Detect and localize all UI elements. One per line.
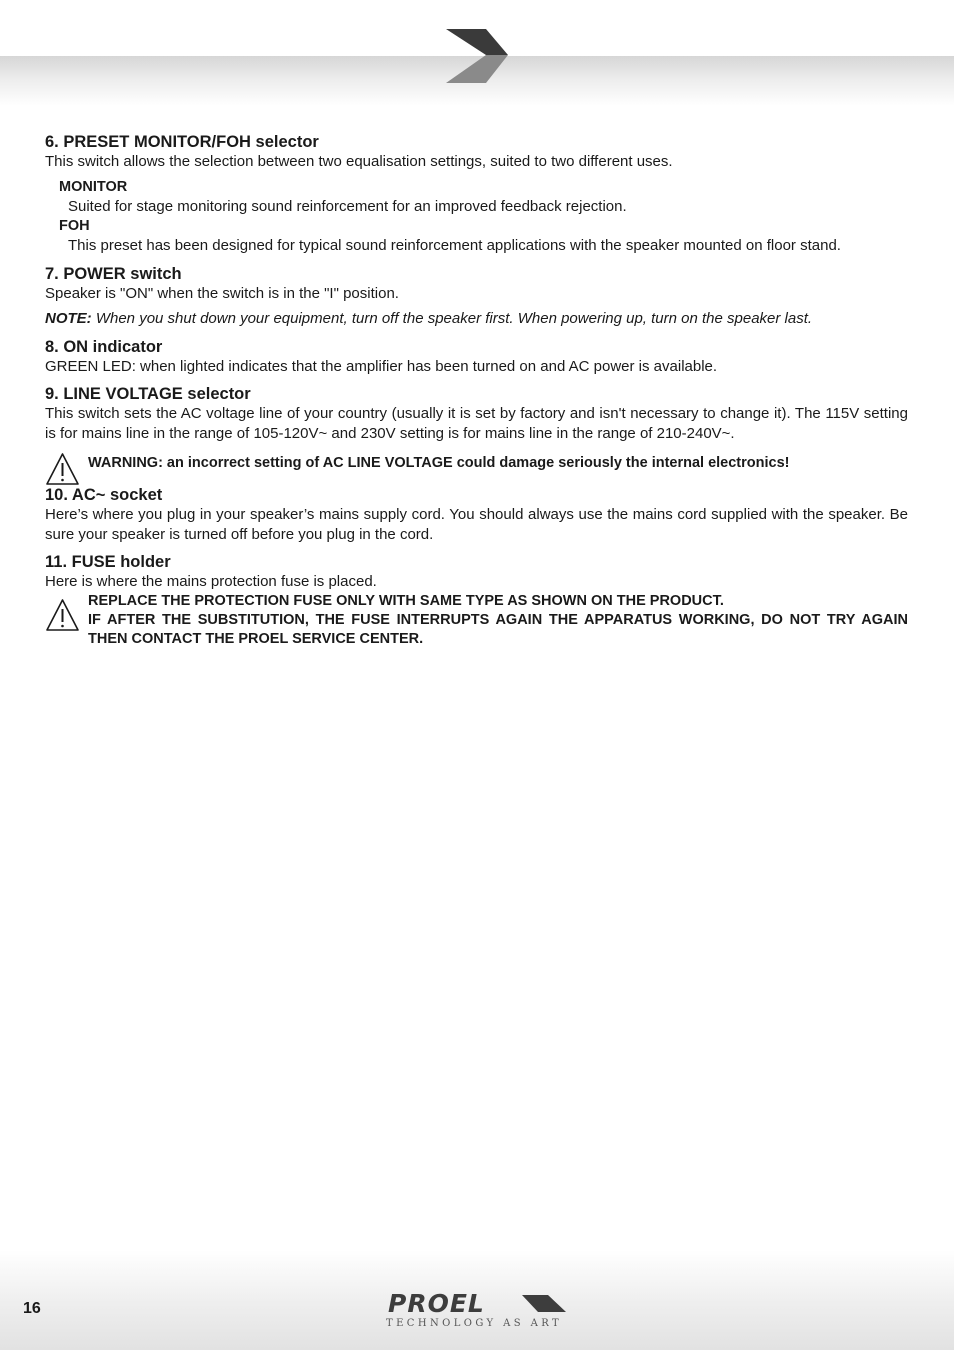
section-heading: 8. ON indicator [45, 337, 163, 356]
section-text: This switch allows the selection between two equalisation settings, suited to two different uses. [45, 153, 673, 170]
section-heading: 11. FUSE holder [45, 553, 171, 571]
monitor-text: Suited for stage monitoring sound reinforcement for an improved feedback rejection. [68, 198, 627, 215]
warning-text: WARNING: an incorrect setting of AC LINE VOLTAGE could damage seriously the internal electronics! [88, 455, 790, 471]
section-power [45, 264, 908, 329]
section-text: GREEN LED: when lighted indicates that the amplifier has been turned on and AC power is available. [45, 357, 718, 375]
chevron-arrow-icon [444, 29, 510, 85]
section-text: Speaker is "ON" when the switch is in the "I" position. [45, 284, 399, 302]
logo-text: PROEL [388, 1290, 485, 1318]
note-label: NOTE: [45, 310, 92, 327]
warning-text: IF AFTER THE SUBSTITUTION, THE FUSE INTERRUPTS AGAIN THE APPARATUS WORKING, DO NOT TRY AGAIN THEN CONTACT THE PROEL SERVICE CENTER. [88, 611, 908, 647]
logo-tagline: TECHNOLOGY AS ART [386, 1318, 563, 1329]
section-voltage [45, 384, 908, 485]
warning-text: REPLACE THE PROTECTION FUSE ONLY WITH SAME TYPE AS SHOWN ON THE PRODUCT. [88, 592, 724, 609]
page-content [45, 132, 908, 649]
section-text: Here’s where you plug in your speaker’s mains supply cord. You should always use the mains cord supplied with the speaker. Be sure your speaker is turned off before you plug in the cord. [45, 506, 908, 543]
page-number: 16 [23, 1300, 41, 1317]
section-preset [45, 132, 908, 256]
section-indicator [45, 337, 908, 377]
warning-triangle-icon [45, 598, 80, 632]
section-heading: 9. LINE VOLTAGE selector [45, 385, 251, 403]
section-heading: 10. AC~ socket [45, 486, 163, 504]
section-socket [45, 485, 908, 544]
section-heading: 7. POWER switch [45, 264, 182, 283]
foh-label: FOH [59, 217, 90, 234]
warning-block [45, 592, 908, 649]
foh-text: This preset has been designed for typical sound reinforcement applications with the speaker mounted on floor stand. [68, 237, 841, 254]
section-text: This switch sets the AC voltage line of your country (usually it is set by factory and isn't necessary to change it). The 115V setting is for mains line in the range of 105-120V~ and 230V setting is for mains line in the range of 210-240V~. [45, 405, 908, 442]
section-heading: 6. PRESET MONITOR/FOH selector [45, 133, 319, 151]
warning-triangle-icon [45, 452, 80, 486]
warning-block [45, 449, 908, 485]
section-text: Here is where the mains protection fuse is placed. [45, 573, 377, 590]
note-text: When you shut down your equipment, turn off the speaker first. When powering up, turn on the speaker last. [95, 310, 813, 327]
section-fuse [45, 552, 908, 649]
monitor-label: MONITOR [59, 178, 128, 195]
note-paragraph [45, 309, 908, 329]
